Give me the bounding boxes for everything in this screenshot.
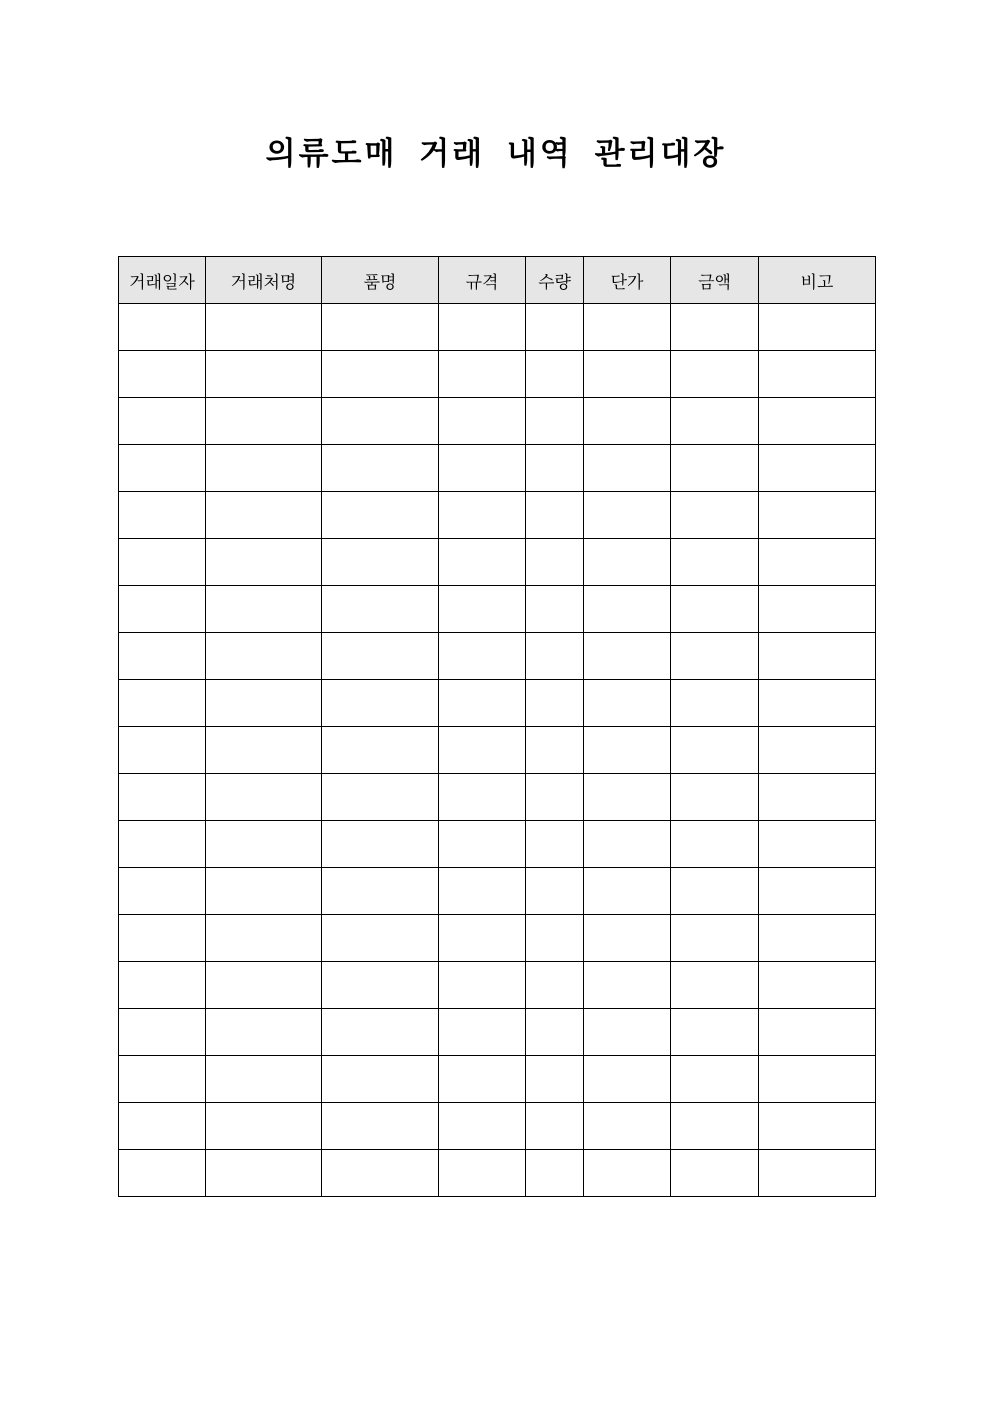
spec-cell[interactable] [439,774,526,821]
amount-cell[interactable] [671,774,759,821]
table-row [119,774,876,821]
date-cell[interactable] [119,962,206,1009]
unit-price-cell[interactable] [584,774,671,821]
column-header-amount: 금액 [671,257,759,304]
quantity-cell[interactable] [526,821,584,868]
unit-price-cell[interactable] [584,962,671,1009]
page-title: 의류도매 거래 내역 관리대장 [265,136,727,172]
amount-cell[interactable] [671,445,759,492]
amount-cell[interactable] [671,1009,759,1056]
remarks-cell[interactable] [759,539,876,586]
client-cell[interactable] [206,445,322,492]
table-body [119,304,876,1197]
table-row [119,492,876,539]
quantity-cell[interactable] [526,868,584,915]
quantity-cell[interactable] [526,915,584,962]
unit-price-cell[interactable] [584,492,671,539]
spec-cell[interactable] [439,539,526,586]
item-cell[interactable] [322,868,439,915]
date-cell[interactable] [119,1056,206,1103]
spec-cell[interactable] [439,962,526,1009]
date-cell[interactable] [119,1103,206,1150]
item-cell[interactable] [322,915,439,962]
client-cell[interactable] [206,1103,322,1150]
unit-price-cell[interactable] [584,915,671,962]
item-cell[interactable] [322,1150,439,1197]
date-cell[interactable] [119,398,206,445]
column-header-client: 거래처명 [206,257,322,304]
unit-price-cell[interactable] [584,727,671,774]
client-cell[interactable] [206,1150,322,1197]
unit-price-cell[interactable] [584,351,671,398]
amount-cell[interactable] [671,586,759,633]
spec-cell[interactable] [439,633,526,680]
spec-cell[interactable] [439,351,526,398]
unit-price-cell[interactable] [584,1103,671,1150]
spec-cell[interactable] [439,915,526,962]
client-cell[interactable] [206,492,322,539]
item-cell[interactable] [322,1056,439,1103]
amount-cell[interactable] [671,633,759,680]
amount-cell[interactable] [671,1103,759,1150]
table-row [119,821,876,868]
remarks-cell[interactable] [759,915,876,962]
quantity-cell[interactable] [526,586,584,633]
unit-price-cell[interactable] [584,445,671,492]
remarks-cell[interactable] [759,727,876,774]
amount-cell[interactable] [671,1056,759,1103]
unit-price-cell[interactable] [584,586,671,633]
spec-cell[interactable] [439,586,526,633]
table-row [119,868,876,915]
quantity-cell[interactable] [526,445,584,492]
spec-cell[interactable] [439,1103,526,1150]
amount-cell[interactable] [671,821,759,868]
unit-price-cell[interactable] [584,821,671,868]
quantity-cell[interactable] [526,351,584,398]
column-header-quantity: 수량 [526,257,584,304]
date-cell[interactable] [119,680,206,727]
date-cell[interactable] [119,633,206,680]
column-header-unit-price: 단가 [584,257,671,304]
client-cell[interactable] [206,915,322,962]
remarks-cell[interactable] [759,1009,876,1056]
remarks-cell[interactable] [759,398,876,445]
item-cell[interactable] [322,445,439,492]
date-cell[interactable] [119,868,206,915]
remarks-cell[interactable] [759,1056,876,1103]
remarks-cell[interactable] [759,492,876,539]
spec-cell[interactable] [439,727,526,774]
date-cell[interactable] [119,539,206,586]
remarks-cell[interactable] [759,586,876,633]
quantity-cell[interactable] [526,539,584,586]
date-cell[interactable] [119,586,206,633]
table-row [119,915,876,962]
amount-cell[interactable] [671,962,759,1009]
spec-cell[interactable] [439,1009,526,1056]
item-cell[interactable] [322,351,439,398]
spec-cell[interactable] [439,868,526,915]
date-cell[interactable] [119,351,206,398]
unit-price-cell[interactable] [584,633,671,680]
remarks-cell[interactable] [759,774,876,821]
amount-cell[interactable] [671,539,759,586]
table-row [119,539,876,586]
spec-cell[interactable] [439,1056,526,1103]
column-header-item: 품명 [322,257,439,304]
date-cell[interactable] [119,915,206,962]
date-cell[interactable] [119,774,206,821]
amount-cell[interactable] [671,351,759,398]
quantity-cell[interactable] [526,962,584,1009]
table-row [119,1009,876,1056]
amount-cell[interactable] [671,1150,759,1197]
date-cell[interactable] [119,1150,206,1197]
quantity-cell[interactable] [526,727,584,774]
table-row [119,351,876,398]
quantity-cell[interactable] [526,1103,584,1150]
quantity-cell[interactable] [526,1056,584,1103]
item-cell[interactable] [322,586,439,633]
item-cell[interactable] [322,539,439,586]
table-row [119,586,876,633]
item-cell[interactable] [322,398,439,445]
table-row [119,1056,876,1103]
item-cell[interactable] [322,304,439,351]
spec-cell[interactable] [439,492,526,539]
quantity-cell[interactable] [526,492,584,539]
table-row [119,304,876,351]
date-cell[interactable] [119,727,206,774]
spec-cell[interactable] [439,304,526,351]
table-row [119,1103,876,1150]
client-cell[interactable] [206,304,322,351]
amount-cell[interactable] [671,304,759,351]
table-row [119,398,876,445]
item-cell[interactable] [322,1103,439,1150]
quantity-cell[interactable] [526,633,584,680]
amount-cell[interactable] [671,727,759,774]
client-cell[interactable] [206,868,322,915]
table-row [119,962,876,1009]
remarks-cell[interactable] [759,351,876,398]
unit-price-cell[interactable] [584,1150,671,1197]
column-header-remarks: 비고 [759,257,876,304]
client-cell[interactable] [206,351,322,398]
unit-price-cell[interactable] [584,304,671,351]
client-cell[interactable] [206,680,322,727]
item-cell[interactable] [322,774,439,821]
client-cell[interactable] [206,398,322,445]
client-cell[interactable] [206,1056,322,1103]
client-cell[interactable] [206,821,322,868]
item-cell[interactable] [322,1009,439,1056]
quantity-cell[interactable] [526,304,584,351]
table-header-row [119,257,876,304]
unit-price-cell[interactable] [584,868,671,915]
quantity-cell[interactable] [526,398,584,445]
table-row [119,633,876,680]
spec-cell[interactable] [439,398,526,445]
table-row [119,445,876,492]
table-row [119,680,876,727]
column-header-date: 거래일자 [119,257,206,304]
remarks-cell[interactable] [759,821,876,868]
unit-price-cell[interactable] [584,1056,671,1103]
spec-cell[interactable] [439,1150,526,1197]
date-cell[interactable] [119,304,206,351]
remarks-cell[interactable] [759,680,876,727]
client-cell[interactable] [206,539,322,586]
unit-price-cell[interactable] [584,680,671,727]
quantity-cell[interactable] [526,1009,584,1056]
quantity-cell[interactable] [526,680,584,727]
remarks-cell[interactable] [759,962,876,1009]
client-cell[interactable] [206,727,322,774]
spec-cell[interactable] [439,680,526,727]
remarks-cell[interactable] [759,1150,876,1197]
unit-price-cell[interactable] [584,398,671,445]
quantity-cell[interactable] [526,774,584,821]
item-cell[interactable] [322,492,439,539]
client-cell[interactable] [206,586,322,633]
amount-cell[interactable] [671,680,759,727]
client-cell[interactable] [206,1009,322,1056]
unit-price-cell[interactable] [584,539,671,586]
client-cell[interactable] [206,962,322,1009]
spec-cell[interactable] [439,821,526,868]
amount-cell[interactable] [671,492,759,539]
table-row [119,1150,876,1197]
item-cell[interactable] [322,962,439,1009]
transaction-ledger-table [118,256,876,1197]
amount-cell[interactable] [671,398,759,445]
amount-cell[interactable] [671,868,759,915]
remarks-cell[interactable] [759,868,876,915]
remarks-cell[interactable] [759,1103,876,1150]
remarks-cell[interactable] [759,304,876,351]
date-cell[interactable] [119,492,206,539]
remarks-cell[interactable] [759,633,876,680]
unit-price-cell[interactable] [584,1009,671,1056]
quantity-cell[interactable] [526,1150,584,1197]
table-row [119,727,876,774]
amount-cell[interactable] [671,915,759,962]
column-header-spec: 규격 [439,257,526,304]
date-cell[interactable] [119,1009,206,1056]
item-cell[interactable] [322,727,439,774]
date-cell[interactable] [119,445,206,492]
spec-cell[interactable] [439,445,526,492]
item-cell[interactable] [322,680,439,727]
item-cell[interactable] [322,633,439,680]
client-cell[interactable] [206,774,322,821]
client-cell[interactable] [206,633,322,680]
date-cell[interactable] [119,821,206,868]
remarks-cell[interactable] [759,445,876,492]
item-cell[interactable] [322,821,439,868]
